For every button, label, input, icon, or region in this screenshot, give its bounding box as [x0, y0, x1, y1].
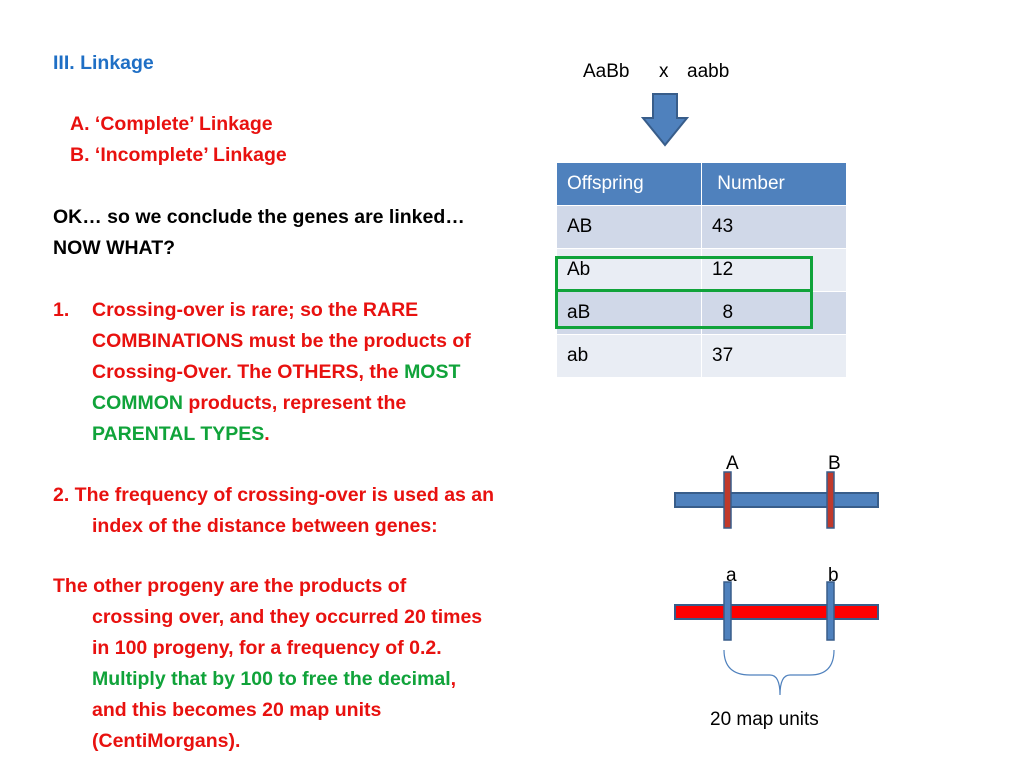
cell-offspring: Ab	[557, 249, 702, 292]
table-header-row	[557, 163, 847, 206]
item-complete-linkage: A. ‘Complete’ Linkage	[70, 113, 273, 135]
point-1-number: 1.	[53, 299, 70, 321]
cross-parent-2: aabb	[687, 61, 730, 82]
locus-a-top	[724, 472, 731, 528]
table-row	[557, 206, 847, 249]
item-incomplete-linkage: B. ‘Incomplete’ Linkage	[70, 144, 287, 166]
cell-offspring: AB	[557, 206, 702, 249]
point-1-line-2: COMBINATIONS must be the products of	[92, 330, 471, 352]
gene-label-b: b	[828, 565, 839, 586]
cell-number: 43	[702, 206, 847, 249]
cell-number: 37	[702, 335, 847, 378]
gene-label-B: B	[828, 453, 841, 474]
ok-line-2: NOW WHAT?	[53, 237, 176, 259]
section-heading: III. Linkage	[53, 52, 154, 74]
cross-times: x	[659, 61, 669, 82]
point-3-line-2: crossing over, and they occurred 20 times	[92, 606, 483, 628]
map-distance-label: 20 map units	[710, 709, 819, 730]
table-row	[557, 335, 847, 378]
chromosome-top	[675, 493, 878, 507]
header-offspring: Offspring	[557, 163, 702, 206]
point-3-line-1: The other progeny are the products of	[53, 575, 407, 597]
point-3-line-3: in 100 progeny, for a frequency of 0.2.	[92, 637, 442, 659]
header-number: Number	[702, 163, 847, 206]
gene-label-a: a	[726, 565, 737, 586]
cell-offspring: ab	[557, 335, 702, 378]
distance-brace	[724, 650, 834, 695]
point-1-line-5: PARENTAL TYPES.	[92, 423, 270, 445]
cell-number: 8	[702, 292, 847, 335]
point-3-line-6: (CentiMorgans).	[92, 730, 241, 752]
point-3-line-4: Multiply that by 100 to free the decimal,	[92, 668, 457, 690]
gene-label-A: A	[726, 453, 739, 474]
point-1-line-3: Crossing-Over. The OTHERS, the MOST	[92, 361, 461, 383]
ok-line-1: OK… so we conclude the genes are linked…	[53, 206, 465, 228]
point-2-line-1: 2. The frequency of crossing-over is used as an	[53, 484, 495, 506]
chromosome-diagram	[660, 450, 900, 750]
point-2-line-2: index of the distance between genes:	[92, 515, 438, 537]
point-1-line-1: Crossing-over is rare; so the RARE	[92, 299, 419, 321]
point-1-line-4: COMMON products, represent the	[92, 392, 407, 414]
cross-parent-1: AaBb	[583, 61, 630, 82]
down-arrow-icon	[640, 92, 690, 148]
cell-offspring: aB	[557, 292, 702, 335]
locus-a-bottom	[724, 582, 731, 640]
locus-b-top	[827, 472, 834, 528]
recombinant-highlight-box	[555, 256, 813, 329]
cell-number: 12	[702, 249, 847, 292]
recombinant-highlight-divider	[555, 289, 810, 292]
point-3-line-5: and this becomes 20 map units	[92, 699, 382, 721]
chromosome-bottom	[675, 605, 878, 619]
locus-b-bottom	[827, 582, 834, 640]
